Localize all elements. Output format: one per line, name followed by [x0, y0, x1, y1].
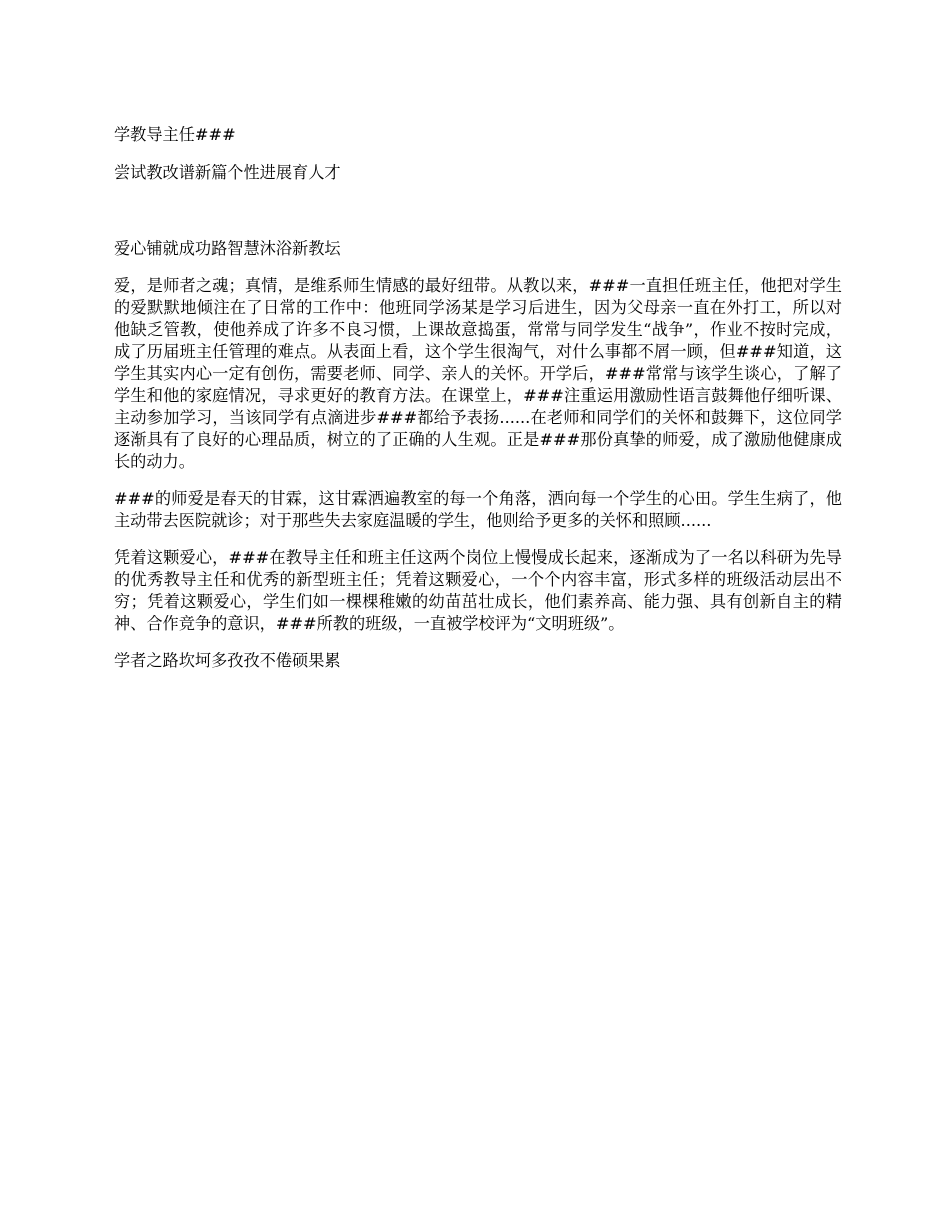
paragraph-growth: 凭着这颗爱心，###在教导主任和班主任这两个岗位上慢慢成长起来，逐渐成为了一名以科研为先导的优秀教导主任和优秀的新型班主任；凭着这颗爱心，一个个内容丰富，形式多样的班级活动层出不穷；凭着这颗爱心，学生们如一棵棵稚嫩的幼苗茁壮成长，他们素养高、能力强、具有创新自主的精神、合作竞争的意识，###所教的班级，一直被学校评为“文明班级”。	[114, 548, 842, 633]
heading-teaching-reform: 尝试教改谱新篇个性进展育人才	[114, 163, 341, 182]
heading-love-success: 爱心铺就成功路智慧沐浴新教坛	[114, 239, 341, 258]
heading-scholar-road: 学者之路坎坷多孜孜不倦硕果累	[114, 651, 341, 670]
paragraph-love-intro: 爱，是师者之魂；真情，是维系师生情感的最好纽带。从教以来，###一直担任班主任，他把对学生的爱默默地倾注在了日常的工作中：他班同学汤某是学习后进生，因为父母亲一直在外打工，所以对他缺乏管教，使他养成了许多不良习惯，上课故意捣蛋，常常与同学发生“战争”，作业不按时完成，成了历届班主任管理的难点。从表面上看，这个学生很淘气，对什么事都不屑一顾，但###知道，这学生其实内心一定有创伤，需要老师、同学、亲人的关怀。开学后，###常常与该学生谈心，了解了学生和他的家庭情况，寻求更好的教育方法。在课堂上，###注重运用激励性语言鼓舞他仔细听课、主动参加学习，当该同学有点滴进步###都给予表扬......在老师和同学们的关怀和鼓舞下，这位同学逐渐具有了良好的心理品质，树立的了正确的人生观。正是###那份真挚的师爱，成了激励他健康成长的动力。	[114, 276, 842, 471]
paragraph-spring-rain: ###的师爱是春天的甘霖，这甘霖洒遍教室的每一个角落，洒向每一个学生的心田。学生生病了，他主动带去医院就诊；对于那些失去家庭温暖的学生，他则给予更多的关怀和照顾......	[114, 489, 842, 530]
heading-teacher-title: 学教导主任###	[114, 125, 236, 144]
document-page	[114, 124, 842, 672]
